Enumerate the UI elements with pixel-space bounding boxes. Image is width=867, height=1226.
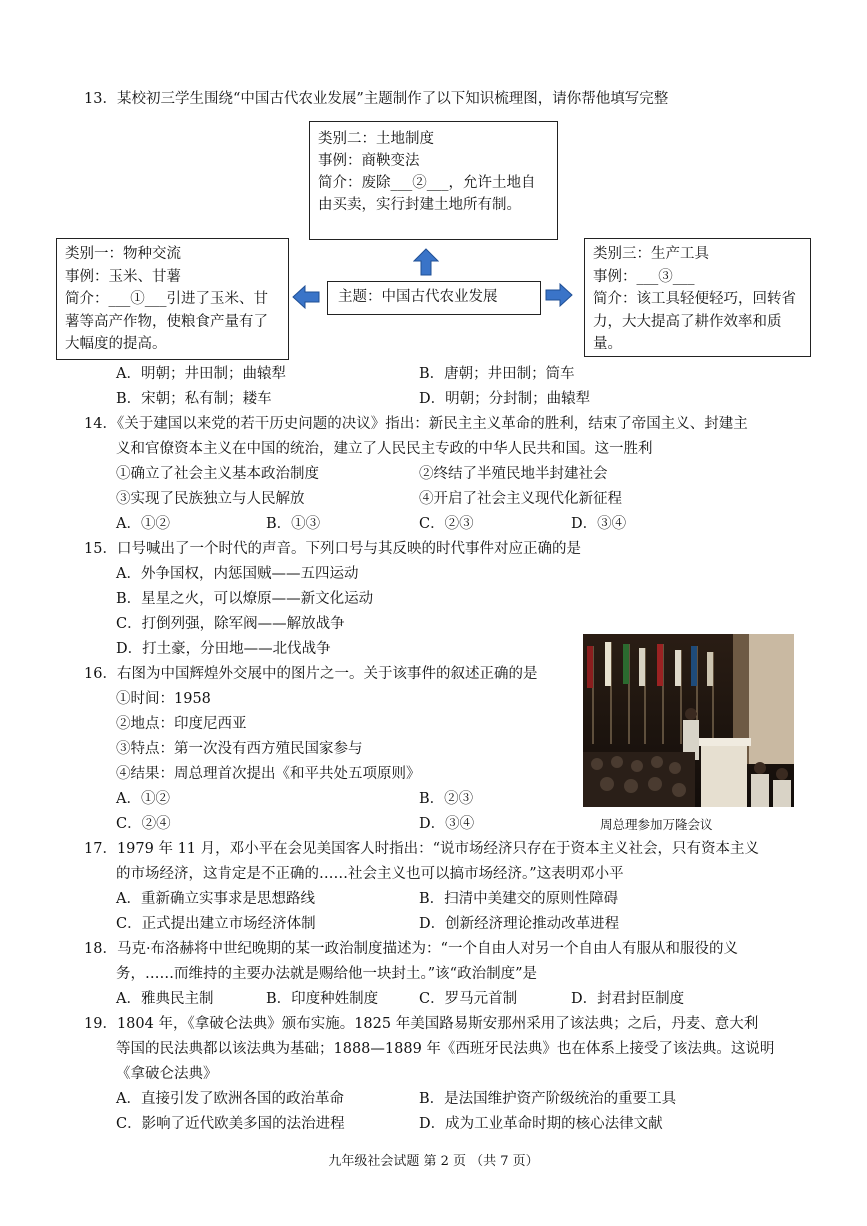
q14-item-1: ①确立了社会主义基本政治制度	[116, 466, 319, 482]
q13-box-tools	[584, 238, 811, 357]
conference-photo-image	[583, 634, 794, 807]
q14-item-4: ④开启了社会主义现代化新征程	[419, 491, 622, 507]
box-line: 类别二：土地制度	[318, 131, 434, 147]
q13-option-a[interactable]: A．明朝；井田制；曲辕犁	[116, 366, 286, 382]
q16-item-2: ②地点：印度尼西亚	[116, 716, 247, 732]
box-line: 简介：废除___②___，允许土地自	[318, 175, 536, 191]
q19-stem-cont: 等国的民法典都以该法典为基础；1888—1889 年《西班牙民法典》也在体系上接受了该法典。这说明	[116, 1041, 775, 1057]
q13-option-d[interactable]: D．明朝；分封制；曲辕犁	[419, 391, 591, 407]
q18-option-a[interactable]: A．雅典民主制	[116, 991, 214, 1007]
q13-box-theme	[327, 281, 541, 315]
box-line: 类别三：生产工具	[593, 246, 709, 262]
q14-option-b[interactable]: B．①③	[266, 516, 321, 532]
q18-stem-cont: 务，……而维持的主要办法就是赐给他一块封土。”该“政治制度”是	[116, 966, 537, 982]
q16-option-d[interactable]: D．③④	[419, 816, 475, 832]
box-line: 事例：玉米、甘薯	[65, 268, 181, 285]
q15-stem: 15．口号喊出了一个时代的声音。下列口号与其反映的时代事件对应正确的是	[84, 541, 581, 557]
q17-option-a[interactable]: A．重新确立实事求是思想路线	[116, 891, 315, 907]
bandung-conference-photo	[583, 634, 794, 807]
q18-option-d[interactable]: D．封君封臣制度	[571, 991, 685, 1007]
q16-option-a[interactable]: A．①②	[116, 791, 170, 807]
q15-option-d[interactable]: D．打土豪，分田地——北伐战争	[116, 641, 331, 657]
q14-item-3: ③实现了民族独立与人民解放	[116, 491, 305, 507]
arrow-up-icon	[413, 248, 439, 276]
q14-option-a[interactable]: A．①②	[116, 516, 170, 532]
box-line: 量。	[593, 336, 622, 352]
photo-caption: 周总理参加万隆会议	[600, 817, 713, 832]
box-line: 由买卖，实行封建土地所有制。	[318, 197, 521, 213]
box-line: 薯等高产作物，使粮食产量有了	[65, 313, 268, 330]
q14-item-2: ②终结了半殖民地半封建社会	[419, 466, 608, 482]
q14-option-d[interactable]: D．③④	[571, 516, 627, 532]
q16-item-3: ③特点：第一次没有西方殖民国家参与	[116, 741, 363, 757]
q19-stem: 19．1804 年，《拿破仑法典》颁布实施。1825 年美国路易斯安那州采用了该法典；之后，丹麦、意大利	[84, 1016, 759, 1032]
box-line: 简介：该工具轻便轻巧，回转省	[593, 291, 796, 307]
q13-stem: 13．某校初三学生围绕“中国古代农业发展”主题制作了以下知识梳理图，请你帮他填写完整	[84, 91, 669, 107]
box-line: 类别一：物种交流	[65, 246, 181, 262]
q14-stem-cont: 义和官僚资本主义在中国的统治，建立了人民民主专政的中华人民共和国。这一胜利	[116, 441, 653, 457]
q15-option-a[interactable]: A．外争国权，内惩国贼——五四运动	[116, 566, 359, 582]
box-line: 力，大大提高了耕作效率和质	[593, 313, 782, 330]
q13-box-species-exchange	[56, 238, 289, 360]
q16-option-c[interactable]: C．②④	[116, 816, 171, 832]
q18-option-c[interactable]: C．罗马元首制	[419, 991, 518, 1007]
box-line: 事例：___③___	[593, 268, 695, 285]
box-line: 事例：商鞅变法	[318, 153, 420, 169]
q17-stem: 17．1979 年 11 月，邓小平在会见美国客人时指出：“说市场经济只存在于资本主义社会，只有资本主义	[84, 841, 760, 857]
q16-option-b[interactable]: B．②③	[419, 791, 474, 807]
q17-option-d[interactable]: D．创新经济理论推动改革进程	[419, 916, 620, 932]
q19-option-d[interactable]: D．成为工业革命时期的核心法律文献	[419, 1116, 663, 1132]
q15-option-c[interactable]: C．打倒列强，除军阀——解放战争	[116, 616, 345, 632]
q14-option-c[interactable]: C．②③	[419, 516, 474, 532]
q18-stem: 18．马克·布洛赫将中世纪晚期的某一政治制度描述为：“一个自由人对另一个自由人有服从和服役的义	[84, 941, 738, 957]
q18-option-b[interactable]: B．印度种姓制度	[266, 991, 379, 1007]
q14-stem: 14．《关于建国以来党的若干历史问题的决议》指出：新民主主义革命的胜利，结束了帝国主义、封建主	[84, 416, 748, 432]
q17-option-c[interactable]: C．正式提出建立市场经济体制	[116, 916, 316, 932]
q13-option-b[interactable]: B．唐朝；井田制；筒车	[419, 366, 575, 382]
theme-label: 主题：中国古代农业发展	[338, 289, 498, 305]
q17-option-b[interactable]: B．扫清中美建交的原则性障碍	[419, 891, 619, 907]
box-line: 简介：___①___引进了玉米、甘	[65, 291, 268, 307]
box-line: 大幅度的提高。	[65, 336, 167, 352]
q16-item-4: ④结果：周总理首次提出《和平共处五项原则》	[116, 766, 421, 782]
q13-box-land-system	[309, 121, 558, 240]
q16-stem: 16．右图为中国辉煌外交展中的图片之一。关于该事件的叙述正确的是	[84, 666, 538, 682]
arrow-right-icon	[545, 283, 573, 307]
page-footer: 九年级社会试题 第 2 页 （共 7 页）	[328, 1154, 539, 1169]
q15-option-b[interactable]: B．星星之火，可以燎原——新文化运动	[116, 591, 374, 607]
arrow-left-icon	[292, 285, 320, 309]
q17-stem-cont: 的市场经济，这肯定是不正确的……社会主义也可以搞市场经济。”这表明邓小平	[116, 866, 624, 882]
q19-stem-cont2: 《拿破仑法典》	[116, 1066, 218, 1082]
q13-option-c[interactable]: B．宋朝；私有制；耧车	[116, 391, 272, 407]
q19-option-a[interactable]: A．直接引发了欧洲各国的政治革命	[116, 1091, 344, 1107]
q16-item-1: ①时间：1958	[116, 691, 211, 707]
q19-option-c[interactable]: C．影响了近代欧美多国的法治进程	[116, 1116, 345, 1132]
q19-option-b[interactable]: B．是法国维护资产阶级统治的重要工具	[419, 1091, 677, 1107]
